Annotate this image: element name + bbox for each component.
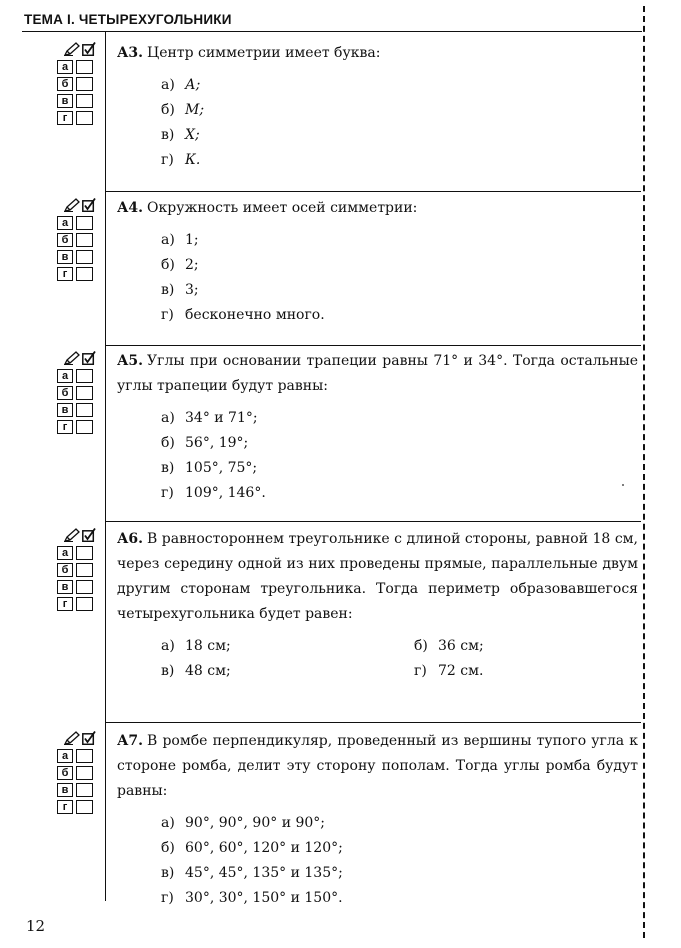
option-text: 90°, 90°, 90° и 90°; [185,815,326,831]
question-body: В равностороннем треугольнике с длиной стороны, равной 18 см, через середину одной из них проведены прямые, параллельные двум другим сторонам треугольника. Тогда периметр образовавшегося четырехугольника будет равен: [117,531,638,622]
option-letter: в [57,250,73,264]
option-item [414,634,614,659]
option-text: А; [185,77,201,93]
option-letter: а [57,369,73,383]
option-letter: б [57,233,73,247]
print-speck [622,484,624,486]
answer-option-row [57,766,102,780]
option-letter: б [57,766,73,780]
answer-box-g[interactable] [76,267,93,281]
option-letter: б [57,386,73,400]
question-text [117,41,638,66]
option-letter: а [57,749,73,763]
answer-box-b[interactable] [76,563,93,577]
option-letter: г) [161,890,174,906]
question-separator [105,722,641,723]
checkbox-check-icon [82,351,96,365]
selector-header [57,524,102,546]
answer-box-a[interactable] [76,546,93,560]
option-letter: б) [161,102,175,118]
answer-selector-a5 [57,347,102,437]
option-letter: а [57,216,73,230]
answer-selector-a4 [57,194,102,284]
option-letter: г) [161,152,174,168]
option-letter: в [57,580,73,594]
answer-option-row [57,749,102,763]
answer-box-v[interactable] [76,403,93,417]
option-item [161,123,638,148]
answer-box-a[interactable] [76,60,93,74]
option-text: 60°, 60°, 120° и 120°; [185,840,343,856]
option-text: 18 см; [185,638,231,654]
answer-box-a[interactable] [76,749,93,763]
option-text: 30°, 30°, 150° и 150°. [185,890,343,906]
answer-box-b[interactable] [76,233,93,247]
answer-box-g[interactable] [76,800,93,814]
option-letter: б [57,563,73,577]
option-text: 2; [185,257,199,273]
checkbox-check-icon [82,42,96,56]
question-number: А4. [117,200,144,216]
options-list [117,228,638,328]
answer-selector-a7 [57,727,102,817]
pencil-icon [64,198,80,212]
answer-option-row [57,403,102,417]
option-item [161,303,638,328]
column-divider [105,31,106,901]
answer-option-row [57,546,102,560]
option-letter: г) [161,485,174,501]
option-letter: а [57,546,73,560]
options-list [117,634,638,684]
answer-option-row [57,563,102,577]
option-item [161,73,638,98]
option-letter: а) [161,815,175,831]
option-text: 34° и 71°; [185,410,258,426]
option-text: Х; [185,127,200,143]
answer-selector-a3 [57,38,102,128]
option-text: 48 см; [185,663,231,679]
answer-box-g[interactable] [76,420,93,434]
answer-option-row [57,386,102,400]
selector-header [57,194,102,216]
pencil-icon [64,351,80,365]
option-text: 1; [185,232,199,248]
option-letter: в [57,403,73,417]
option-letter: б) [161,257,175,273]
answer-box-b[interactable] [76,766,93,780]
question-separator [105,345,641,346]
option-letter: б) [161,435,175,451]
option-item [161,228,638,253]
question-body: Окружность имеет осей симметрии: [147,200,418,216]
question-separator [105,191,641,192]
option-letter: в) [161,865,175,881]
checkbox-check-icon [82,731,96,745]
answer-box-v[interactable] [76,783,93,797]
option-letter: в) [161,663,175,679]
question-text [117,729,638,804]
page-number: 12 [26,917,46,935]
options-list [117,406,638,506]
answer-option-row [57,597,102,611]
question-number: А6. [117,531,144,547]
cut-line [643,6,645,938]
answer-option-row [57,94,102,108]
option-text: 109°, 146°. [185,485,266,501]
option-letter: г [57,111,73,125]
option-item [161,406,638,431]
option-letter: в [57,94,73,108]
answer-option-row [57,783,102,797]
option-letter: г [57,420,73,434]
options-list [117,73,638,173]
option-letter: б [57,77,73,91]
question-separator [105,521,641,522]
question-a4 [117,196,638,328]
option-letter: а) [161,410,175,426]
answer-box-g[interactable] [76,111,93,125]
option-item [161,278,638,303]
answer-option-row [57,369,102,383]
answer-option-row [57,77,102,91]
question-number: А5. [117,353,144,369]
option-letter: г) [414,663,427,679]
answer-option-row [57,250,102,264]
option-item [161,148,638,173]
option-text: 105°, 75°; [185,460,258,476]
option-text: 72 см. [438,663,484,679]
answer-option-row [57,267,102,281]
pencil-icon [64,731,80,745]
topic-title: ТЕМА I. ЧЕТЫРЕХУГОЛЬНИКИ [24,12,232,27]
option-letter: в) [161,282,175,298]
question-a5 [117,349,638,506]
question-body: Центр симметрии имеет буква: [147,45,381,61]
option-item [161,98,638,123]
option-letter: б) [161,840,175,856]
checkbox-check-icon [82,198,96,212]
answer-option-row [57,233,102,247]
option-item [161,253,638,278]
answer-option-row [57,216,102,230]
option-item [161,456,638,481]
selector-header [57,38,102,60]
question-text [117,349,638,399]
option-letter: г) [161,307,174,323]
answer-box-g[interactable] [76,597,93,611]
pencil-icon [64,42,80,56]
option-letter: г [57,800,73,814]
option-letter: г [57,267,73,281]
answer-box-b[interactable] [76,77,93,91]
answer-box-v[interactable] [76,94,93,108]
option-item [161,634,414,659]
option-text: К. [185,152,201,168]
answer-box-a[interactable] [76,216,93,230]
question-number: А3. [117,45,144,61]
option-item [161,811,638,836]
option-item [161,659,414,684]
option-text: 45°, 45°, 135° и 135°; [185,865,343,881]
option-text: бесконечно много. [185,307,325,323]
option-item [161,886,638,911]
question-a6 [117,527,638,684]
option-letter: а [57,60,73,74]
option-text: 56°, 19°; [185,435,249,451]
option-letter: а) [161,77,175,93]
option-item [414,659,614,684]
option-letter: в) [161,127,175,143]
option-text: 36 см; [438,638,484,654]
option-letter: в [57,783,73,797]
question-text [117,527,638,627]
answer-box-v[interactable] [76,250,93,264]
question-a7 [117,729,638,911]
question-body: В ромбе перпендикуляр, проведенный из вершины тупого угла к стороне ромба, делит эту сторону пополам. Тогда углы ромба будут равны: [117,733,638,799]
option-letter: б) [414,638,428,654]
answer-option-row [57,60,102,74]
selector-header [57,727,102,749]
selector-header [57,347,102,369]
answer-option-row [57,420,102,434]
question-a3 [117,41,638,173]
answer-option-row [57,111,102,125]
option-letter: в) [161,460,175,476]
pencil-icon [64,528,80,542]
answer-option-row [57,800,102,814]
option-text: 3; [185,282,199,298]
question-text [117,196,638,221]
answer-box-v[interactable] [76,580,93,594]
options-list [117,811,638,911]
option-letter: г [57,597,73,611]
answer-selector-a6 [57,524,102,614]
option-letter: а) [161,638,175,654]
header-rule [22,31,642,32]
question-number: А7. [117,733,144,749]
answer-box-a[interactable] [76,369,93,383]
option-letter: а) [161,232,175,248]
answer-option-row [57,580,102,594]
question-body: Углы при основании трапеции равны 71° и 34°. Тогда остальные углы трапеции будут равны: [117,353,638,394]
option-text: М; [185,102,205,118]
option-item [161,481,638,506]
answer-box-b[interactable] [76,386,93,400]
option-item [161,861,638,886]
checkbox-check-icon [82,528,96,542]
option-item [161,431,638,456]
option-item [161,836,638,861]
